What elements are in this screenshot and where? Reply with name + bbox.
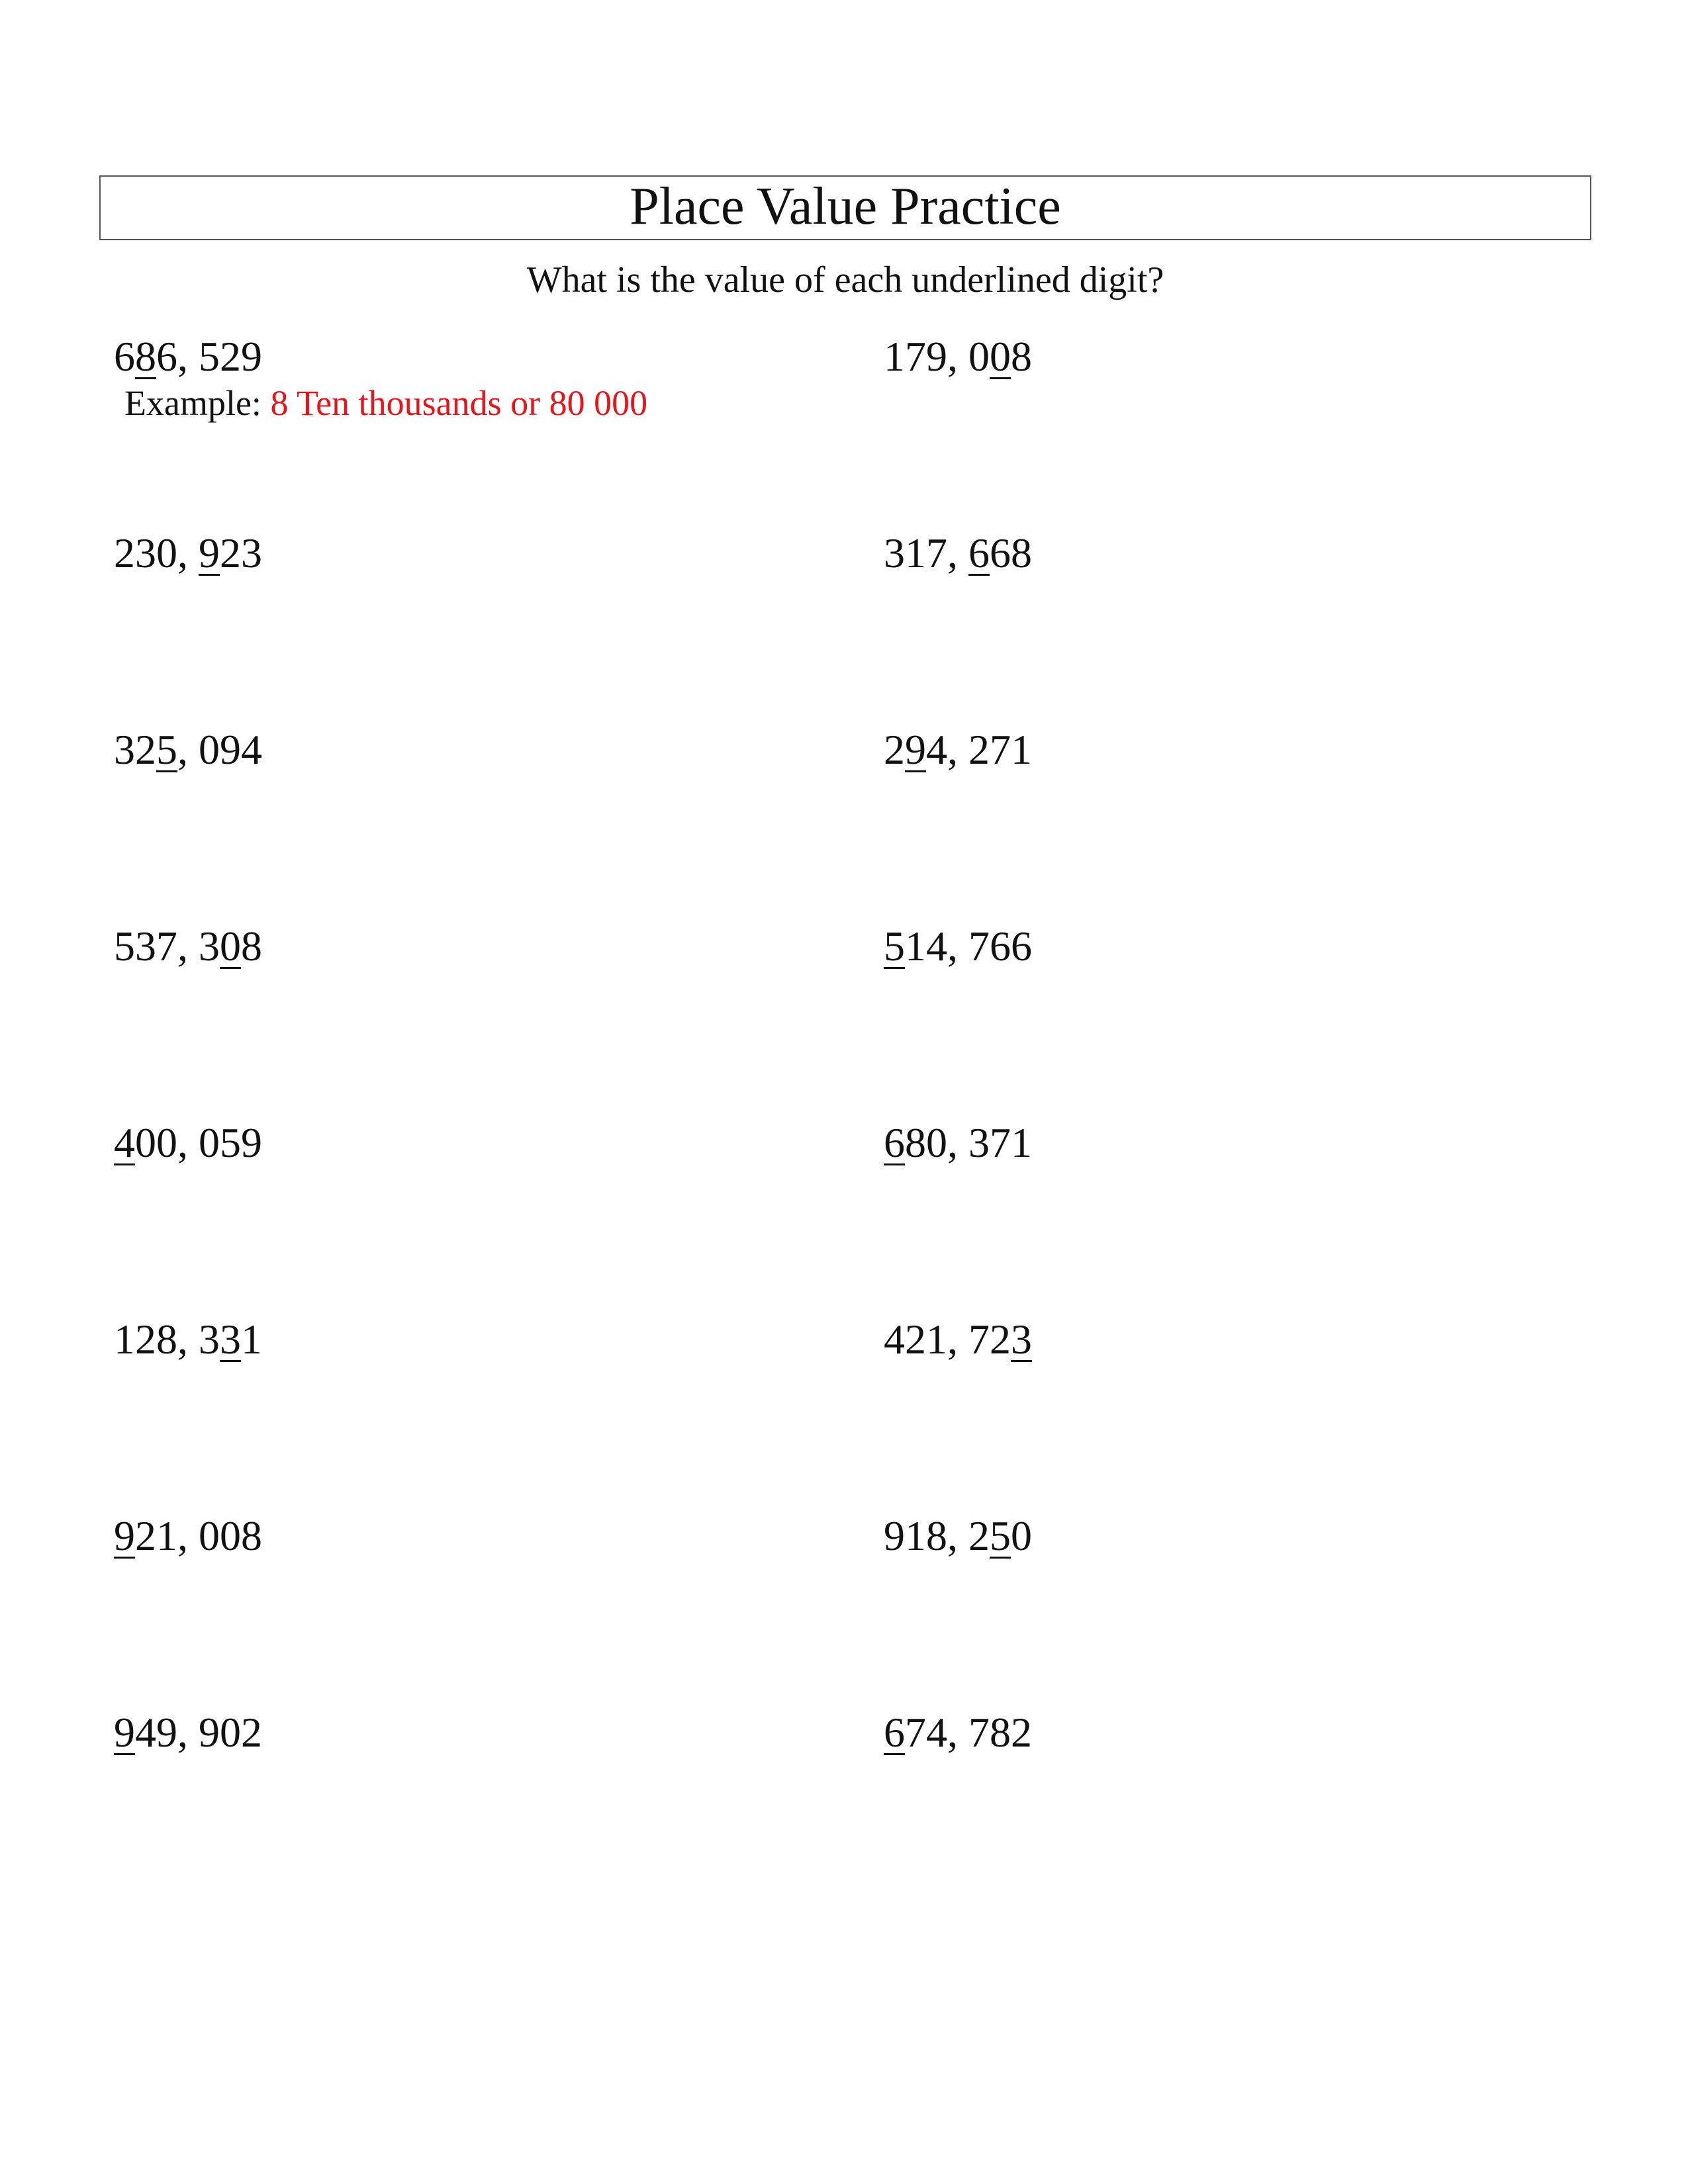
page-title: Place Value Practice: [630, 177, 1061, 236]
number-part-after: 68: [990, 529, 1032, 576]
number-part-before: 537, 3: [114, 923, 220, 970]
title-box: [99, 175, 1591, 240]
underlined-digit: 5: [990, 1512, 1011, 1559]
problem-item: [884, 1119, 1032, 1166]
problem-item: [114, 1711, 262, 1754]
problem-item: [884, 529, 1032, 576]
problem-item: [884, 1512, 1032, 1559]
underlined-digit: 9: [114, 1709, 135, 1756]
underlined-digit: 5: [884, 923, 905, 970]
example-label: Example:: [124, 383, 261, 423]
problem-item: [114, 1119, 262, 1166]
underlined-digit: 9: [114, 1512, 135, 1559]
underlined-digit: 6: [884, 1119, 905, 1166]
number-part-after: 6, 529: [156, 333, 262, 380]
number-part-after: 14, 766: [905, 923, 1032, 970]
example-answer: 8 Ten thousands or 80 000: [270, 383, 648, 423]
number-part-after: 74, 782: [905, 1709, 1032, 1756]
problem-item: [114, 726, 262, 773]
underlined-digit: 4: [114, 1119, 135, 1166]
number-part-after: , 094: [177, 726, 262, 773]
problem-item: [884, 333, 1032, 380]
underlined-digit: 9: [199, 529, 220, 576]
problem-item: [114, 1318, 262, 1361]
number-part-before: 421, 72: [884, 1316, 1011, 1363]
number-part-before: 230,: [114, 529, 199, 576]
problem-item: [114, 925, 262, 968]
underlined-digit: 9: [905, 726, 926, 773]
number-part-after: 49, 902: [135, 1709, 262, 1756]
underlined-digit: 6: [884, 1709, 905, 1756]
number-part-after: 4, 271: [926, 726, 1032, 773]
example-line: [124, 385, 647, 421]
underlined-digit: 0: [220, 923, 241, 970]
number-part-before: 32: [114, 726, 156, 773]
number-part-before: 2: [884, 726, 905, 773]
problem-item: [114, 1512, 262, 1559]
underlined-digit: 5: [156, 726, 177, 773]
underlined-digit: 3: [220, 1316, 241, 1363]
problem-item: [884, 1711, 1032, 1754]
number-part-after: 21, 008: [135, 1512, 262, 1559]
number-part-after: 8: [1011, 333, 1032, 380]
problem-item: [884, 1318, 1032, 1361]
number-part-before: 128, 3: [114, 1316, 220, 1363]
number-part-after: 00, 059: [135, 1119, 262, 1166]
number-part-after: 0: [1011, 1512, 1032, 1559]
number-part-before: 179, 0: [884, 333, 990, 380]
number-part-after: 23: [220, 529, 262, 576]
number-part-before: 918, 2: [884, 1512, 990, 1559]
problem-item: [884, 925, 1032, 968]
number-part-after: 80, 371: [905, 1119, 1032, 1166]
instruction-text: What is the value of each underlined digit?: [526, 259, 1164, 300]
problem-item: [114, 529, 262, 576]
underlined-digit: 3: [1011, 1316, 1032, 1363]
underlined-digit: 6: [968, 529, 990, 576]
number-part-after: 1: [241, 1316, 262, 1363]
number-part-before: 6: [114, 333, 135, 380]
number-part-before: 317,: [884, 529, 968, 576]
underlined-digit: 8: [135, 333, 156, 380]
underlined-digit: 0: [990, 333, 1011, 380]
problem-item: [114, 333, 262, 380]
problem-item: [884, 726, 1032, 773]
number-part-after: 8: [241, 923, 262, 970]
